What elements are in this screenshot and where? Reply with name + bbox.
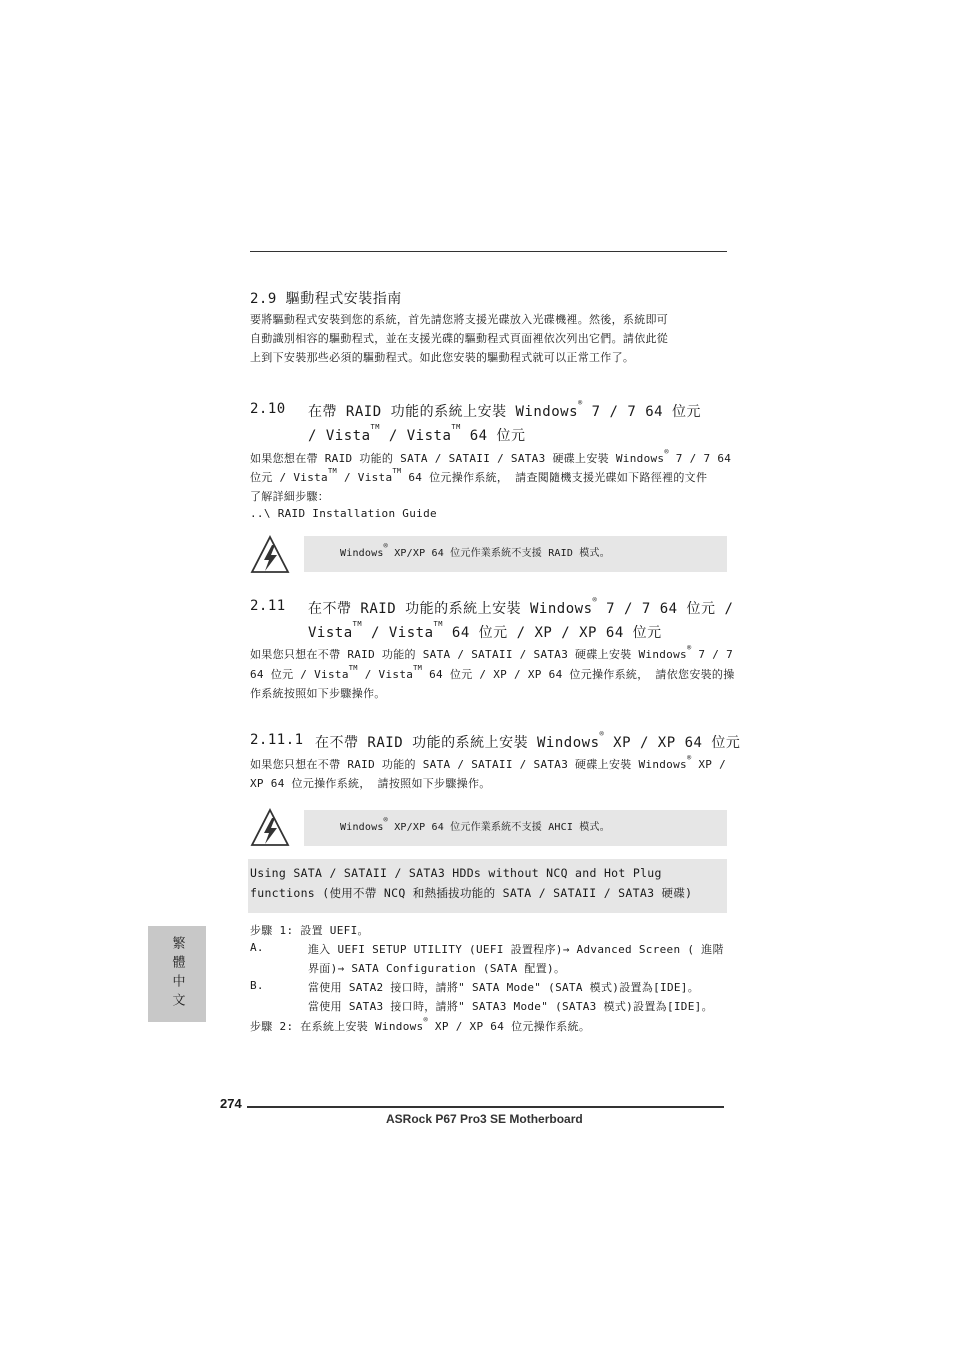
section-2-9-line-2: 自動識別相容的驅動程式，並在支援光碟的驅動程式頁面裡依次列出它們。請依此從: [250, 332, 669, 345]
section-2-9-title: 2.9 驅動程式安裝指南: [250, 291, 402, 307]
section-2-11-title-line-2: Vista™ / Vista™ 64 位元 / XP / XP 64 位元: [308, 620, 662, 641]
section-2-11-1-title: 在不帶 RAID 功能的系統上安裝 Windows® XP / XP 64 位元: [315, 730, 741, 751]
section-2-10-line-3: 了解詳細步驟：: [250, 490, 330, 503]
section-2-10-line-2: 位元 / Vista™ / Vista™ 64 位元操作系統， 請查閱隨機支援光碟如下路徑裡的文件: [250, 467, 708, 484]
sata-mode-box-line-2: functions (使用不帶 NCQ 和熱插拔功能的 SATA / SATAII / SATA3 硬碟): [250, 886, 693, 900]
step-b-label: B.: [250, 979, 264, 992]
step-a-line-1: 進入 UEFI SETUP UTILITY (UEFI 設置程序)→ Advanced Screen ( 進階: [308, 943, 724, 956]
language-side-tab: 繁體中文: [148, 926, 206, 1022]
section-2-11-line-3: 作系統按照如下步驟操作。: [250, 687, 386, 700]
sata-mode-box-line-1: Using SATA / SATAII / SATA3 HDDs without NCQ and Hot Plug: [250, 866, 662, 880]
warning-icon: [250, 535, 290, 575]
step-b-line-1: 當使用 SATA2 接口時，請將" SATA Mode" (SATA 模式)設置為[IDE]。: [308, 981, 700, 994]
section-2-11-1-number: 2.11.1: [250, 732, 304, 748]
section-2-9-line-1: 要將驅動程式安裝到您的系統，首先請您將支援光碟放入光碟機裡。然後，系統即可: [250, 313, 669, 326]
section-2-11-title-line-1: 在不帶 RAID 功能的系統上安裝 Windows® 7 / 7 64 位元 /: [308, 596, 734, 617]
section-2-10-title-line-2: / Vista™ / Vista™ 64 位元: [308, 423, 526, 444]
step-b-line-2: 當使用 SATA3 接口時，請將" SATA3 Mode" (SATA3 模式)設置為[IDE]。: [308, 1000, 713, 1013]
section-2-11-line-2: 64 位元 / Vista™ / Vista™ 64 位元 / XP / XP 64 位元操作系統， 請依您安裝的操: [250, 664, 735, 681]
section-2-10-title-line-1: 在帶 RAID 功能的系統上安裝 Windows® 7 / 7 64 位元: [308, 399, 702, 420]
section-2-11-1-line-1: 如果您只想在不帶 RAID 功能的 SATA / SATAII / SATA3 硬碟上安裝 Windows® XP /: [250, 754, 727, 771]
footer-rule: [247, 1106, 724, 1108]
page-number: 274: [220, 1096, 242, 1111]
section-2-11-1-line-2: XP 64 位元操作系統， 請按照如下步驟操作。: [250, 777, 491, 790]
warning-icon: [250, 808, 290, 848]
note-ahci-text: Windows® XP/XP 64 位元作業系統不支援 AHCI 模式。: [340, 816, 610, 833]
section-2-9-line-3: 上到下安裝那些必須的驅動程式。如此您安裝的驅動程式就可以正常工作了。: [250, 351, 635, 364]
footer-product-name: ASRock P67 Pro3 SE Motherboard: [386, 1112, 583, 1126]
raid-guide-path: ..\ RAID Installation Guide: [250, 507, 437, 520]
step-1: 步驟 1: 設置 UEFI。: [250, 924, 369, 937]
note-raid-text: Windows® XP/XP 64 位元作業系統不支援 RAID 模式。: [340, 542, 610, 559]
step-a-label: A.: [250, 941, 264, 954]
step-a-line-2: 界面)→ SATA Configuration (SATA 配置)。: [308, 962, 566, 975]
step-2: 步驟 2: 在系統上安裝 Windows® XP / XP 64 位元操作系統。: [250, 1016, 591, 1033]
header-rule: [250, 251, 727, 252]
section-2-11-number: 2.11: [250, 598, 286, 614]
section-2-11-line-1: 如果您只想在不帶 RAID 功能的 SATA / SATAII / SATA3 硬碟上安裝 Windows® 7 / 7: [250, 644, 733, 661]
section-2-10-number: 2.10: [250, 401, 286, 417]
section-2-10-line-1: 如果您想在帶 RAID 功能的 SATA / SATAII / SATA3 硬碟上安裝 Windows® 7 / 7 64: [250, 448, 732, 465]
